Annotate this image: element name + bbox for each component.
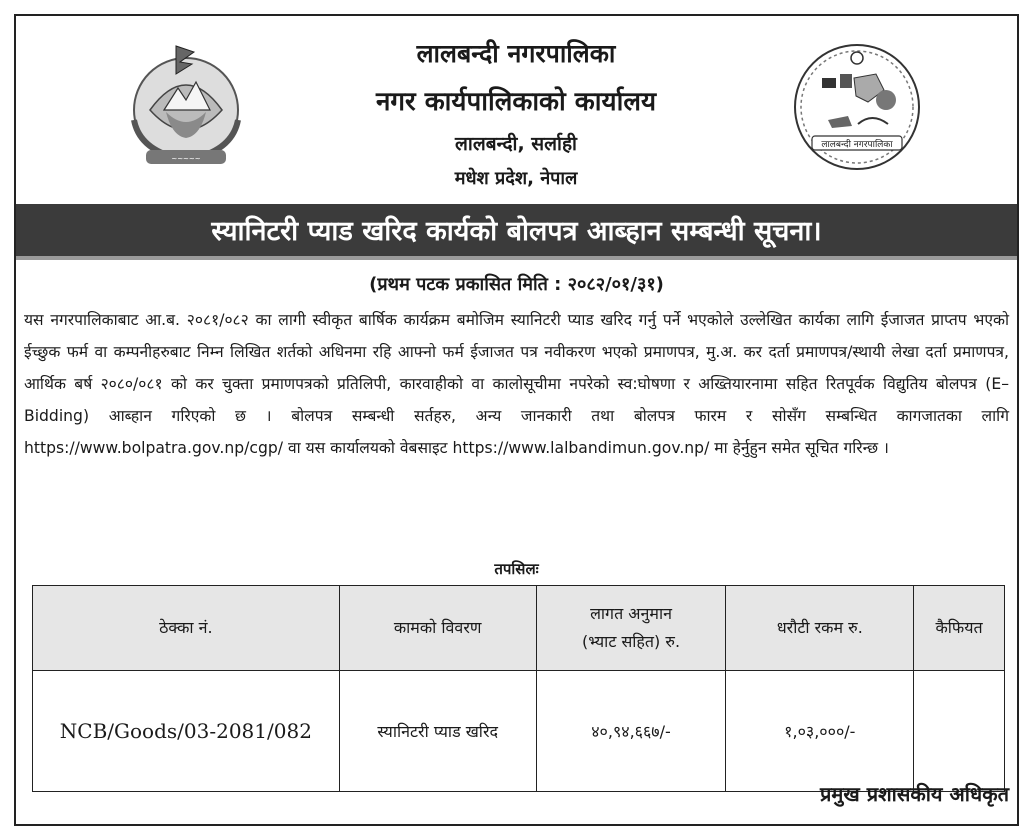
table-header-row xyxy=(33,586,1005,671)
header-cost-line1: लागत अनुमान xyxy=(590,604,672,623)
cell-bid-security: १,०३,०००/- xyxy=(726,671,914,792)
cell-cost-estimate: ४०,९४,६६७/- xyxy=(536,671,726,792)
header-remarks: कैफियत xyxy=(914,586,1005,671)
office-name: नगर कार्यपालिकाको कार्यालय xyxy=(375,87,657,117)
municipality-seal-icon xyxy=(788,38,926,176)
office-province: मधेश प्रदेश, नेपाल xyxy=(454,168,578,189)
municipality-name: लालबन्दी नगरपालिका xyxy=(416,39,616,68)
letterhead xyxy=(16,16,1017,202)
publish-date: (प्रथम पटक प्रकासित मिति : २०८२/०१/३१) xyxy=(369,274,664,295)
tender-table xyxy=(32,585,1005,792)
seal-text: लालबन्दी नगरपालिका xyxy=(821,140,893,150)
header-cost-line2: (भ्याट सहित) रु. xyxy=(582,632,681,651)
signatory: प्रमुख प्रशासकीय अधिकृत xyxy=(820,782,1009,806)
notice-body: यस नगरपालिकाबाट आ.ब. २०८१/०८२ का लागी स्वीकृत बार्षिक कार्यक्रम बमोजिम स्यानिटरी प्याड खरिद गर्नु पर्ने भएकोले उल्लेखित कार्यका लागि ईजाजत प्राप्तप भएको ईच्छुक फर्म वा कम्पनीहरुबाट निम्न लिखित शर्तको अधिनमा रहि आफ्नो फर्म ईजाजत पत्र नवीकरण भएको प्रमाणपत्र, मु.अ. कर दर्ता प्रमाणपत्र/स्थायी लेखा दर्ता प्रमाणपत्र, आर्थिक बर्ष २०८०/०८१ को कर चुक्ता प्रमाणपत्रको प्रतिलिपी, कारवाहीको वा कालोसूचीमा नपरेको स्व:घोषणा र अख्तियारनामा सहित रितपूर्वक विद्युतिय बोलपत्र (E–Bidding) आब्हान गरिएको छ । बोलपत्र सम्बन्धी सर्तहरु, अन्य जानकारी तथा बोलपत्र फारम र सोसँग सम्बन्धित कागजातका लागि https://www.bolpatra.gov.np/cgp/ वा यस कार्यालयको वेबसाइट https://www.lalbandimun.gov.np/ मा हेर्नुहुन समेत सूचित गरिन्छ । xyxy=(24,311,1009,457)
header-cost-estimate xyxy=(536,586,726,671)
svg-text:~~~~~: ~~~~~ xyxy=(171,155,201,163)
notice-frame xyxy=(14,14,1019,826)
header-contract-no: ठेक्का नं. xyxy=(33,586,340,671)
table-row xyxy=(33,671,1005,792)
header-work-description: कामको विवरण xyxy=(339,586,536,671)
table-caption: तपसिलः xyxy=(494,560,539,578)
cell-remarks xyxy=(914,671,1005,792)
office-location: लालबन्दी, सर्लाही xyxy=(455,133,577,155)
nepal-emblem-icon xyxy=(120,40,252,172)
notice-title: स्यानिटरी प्याड खरिद कार्यको बोलपत्र आब्हान सम्बन्धी सूचना। xyxy=(16,204,1017,260)
header-bid-security: धरौटी रकम रु. xyxy=(726,586,914,671)
cell-work-description: स्यानिटरी प्याड खरिद xyxy=(339,671,536,792)
cell-contract-no: NCB/Goods/03-2081/082 xyxy=(33,671,340,792)
